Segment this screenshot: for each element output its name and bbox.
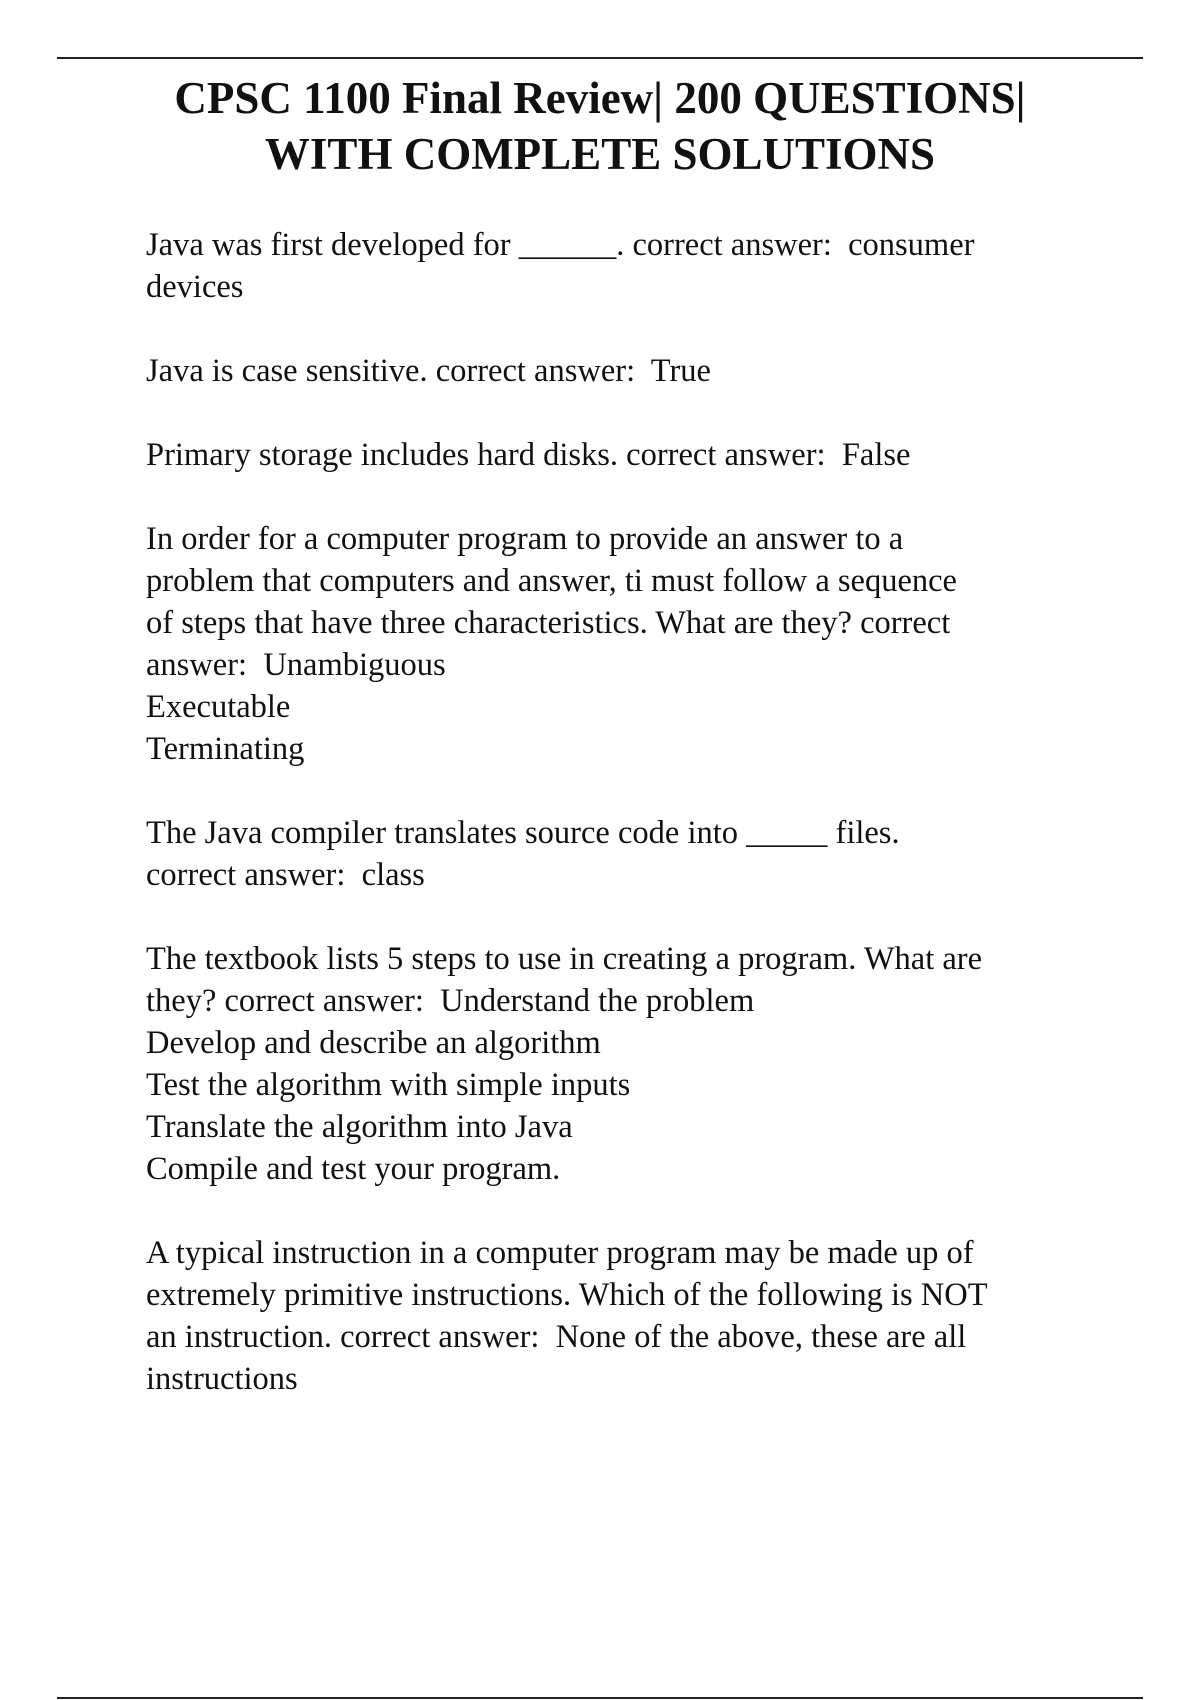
question-line: of steps that have three characteristics. What are they? correct [146, 605, 951, 641]
document-body [146, 224, 1106, 1442]
question-line: Test the algorithm with simple inputs [146, 1067, 631, 1103]
question-line: correct answer: class [146, 857, 425, 893]
question-line: The textbook lists 5 steps to use in creating a program. What are [146, 941, 983, 977]
question-line: Compile and test your program. [146, 1151, 561, 1187]
question-7 [146, 1232, 1106, 1400]
question-line: Terminating [146, 731, 305, 767]
title-line-1: CPSC 1100 Final Review| 200 QUESTIONS| [174, 73, 1026, 123]
question-line: In order for a computer program to provide an answer to a [146, 521, 904, 557]
question-1 [146, 224, 1106, 308]
title-line-2: WITH COMPLETE SOLUTIONS [264, 129, 936, 179]
question-6 [146, 938, 1106, 1190]
question-line: problem that computers and answer, ti must follow a sequence [146, 563, 957, 599]
question-line: answer: Unambiguous [146, 647, 446, 683]
question-line: Primary storage includes hard disks. correct answer: False [146, 437, 911, 473]
question-line: Translate the algorithm into Java [146, 1109, 573, 1145]
question-3 [146, 434, 1106, 476]
question-line: an instruction. correct answer: None of the above, these are all [146, 1319, 967, 1355]
question-line: devices [146, 269, 244, 305]
question-line: The Java compiler translates source code into _____ files. [146, 815, 900, 851]
question-2 [146, 350, 1106, 392]
top-rule [57, 57, 1143, 59]
question-line: extremely primitive instructions. Which of the following is NOT [146, 1277, 988, 1313]
question-line: they? correct answer: Understand the problem [146, 983, 755, 1019]
question-5 [146, 812, 1106, 896]
question-line: Java is case sensitive. correct answer: True [146, 353, 711, 389]
question-line: Develop and describe an algorithm [146, 1025, 601, 1061]
question-line: Executable [146, 689, 291, 725]
question-line: Java was first developed for ______. correct answer: consumer [146, 227, 975, 263]
question-4 [146, 518, 1106, 770]
question-line: A typical instruction in a computer program may be made up of [146, 1235, 974, 1271]
document-title [57, 70, 1143, 182]
bottom-rule [57, 1697, 1143, 1699]
question-line: instructions [146, 1361, 298, 1397]
